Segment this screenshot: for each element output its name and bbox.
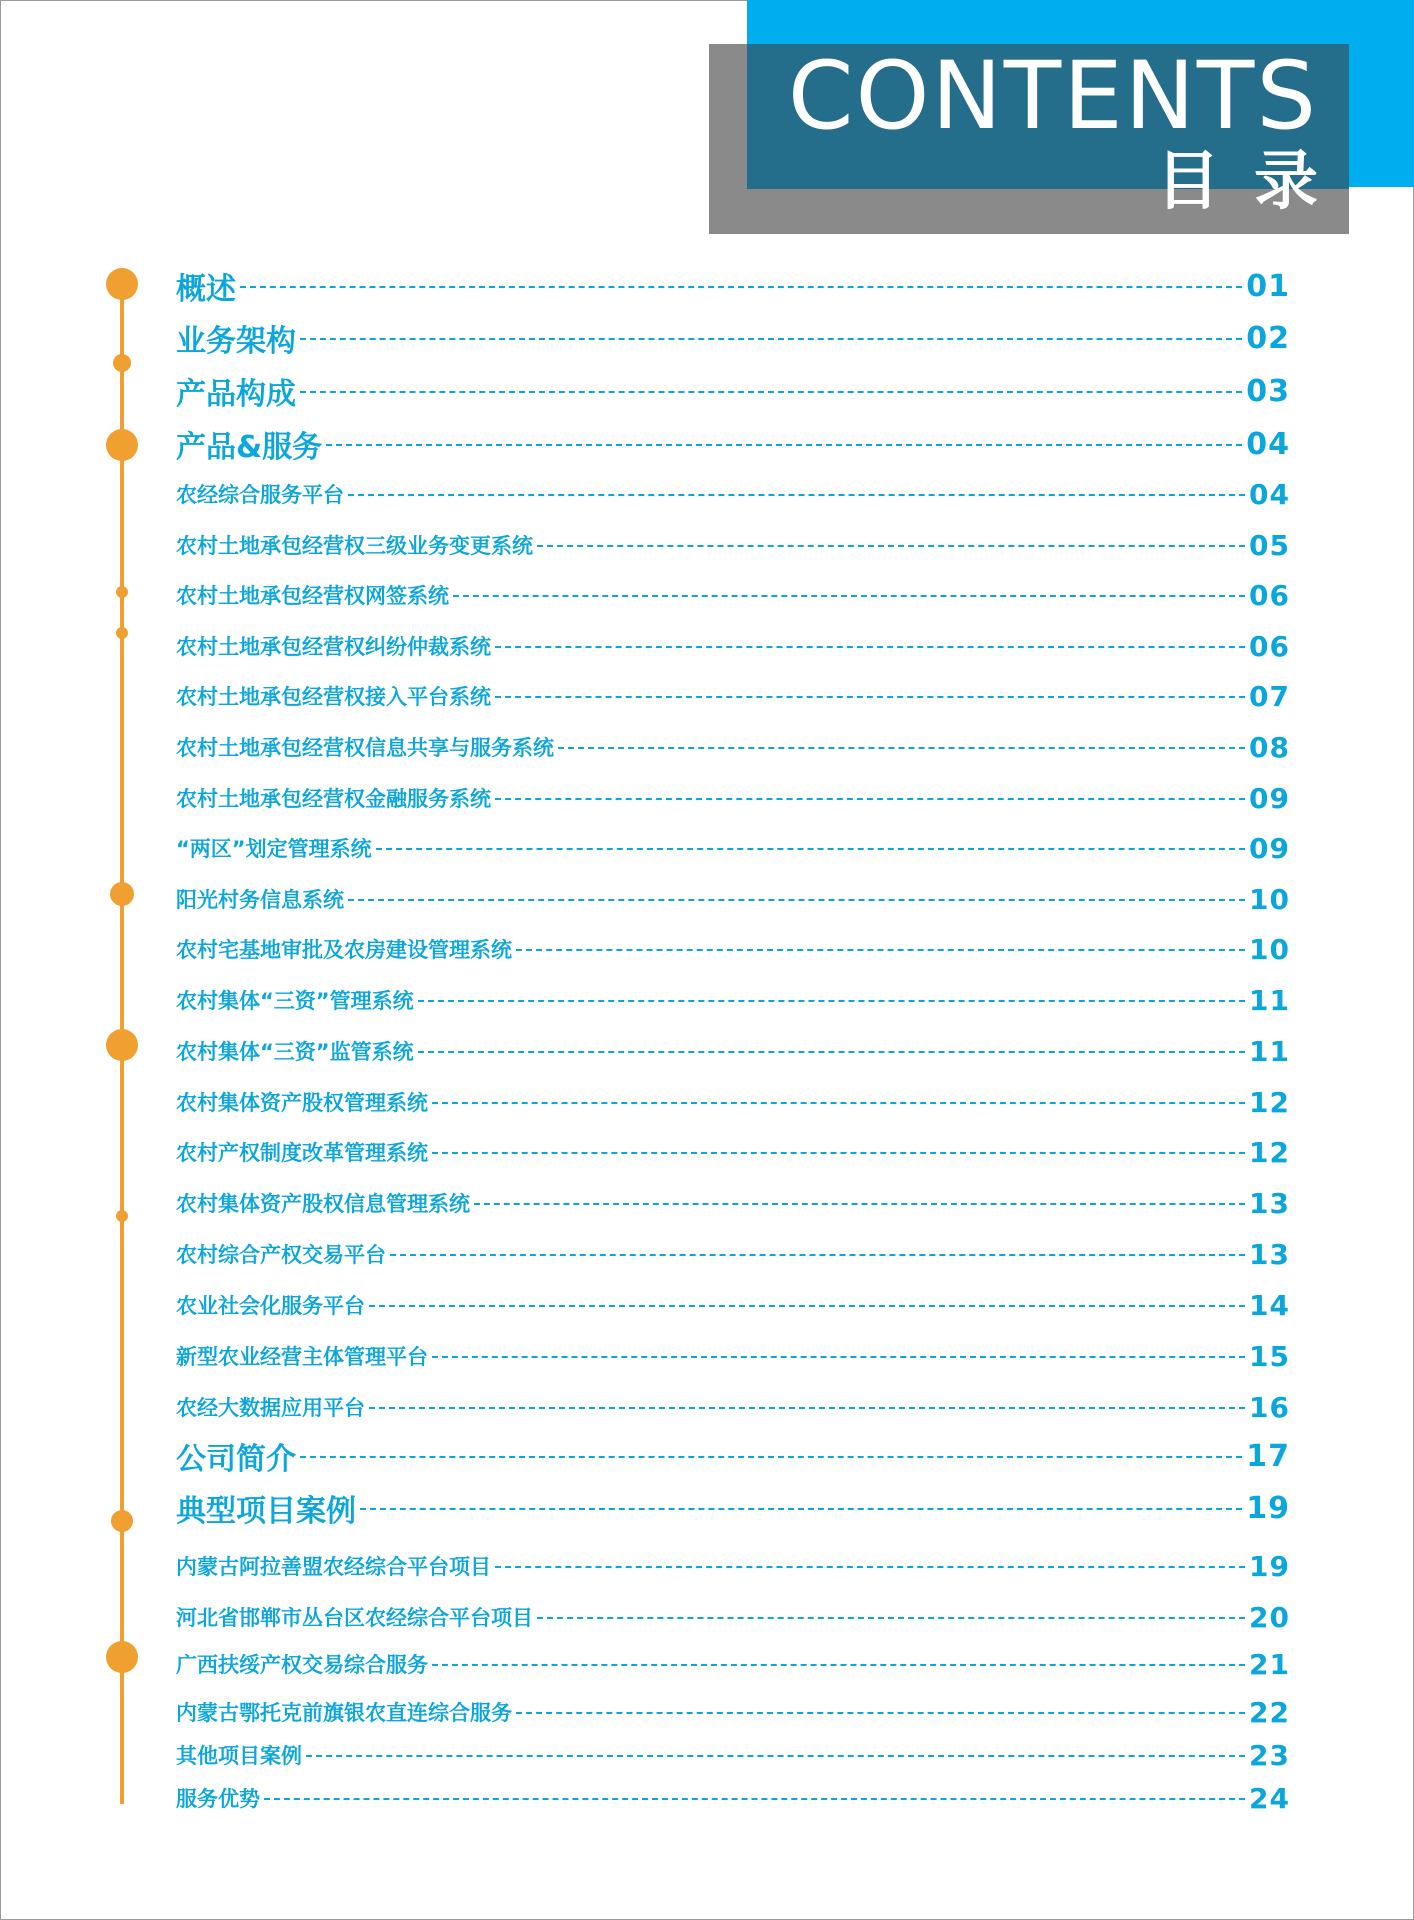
toc-page-number: 04 [1246,426,1290,462]
toc-entry-label: 农村集体资产股权信息管理系统 [176,1192,470,1216]
toc-leader [495,646,1245,648]
toc-leader [300,391,1242,393]
timeline-dot [111,1510,133,1532]
toc-leader [240,286,1242,288]
toc-page-number: 01 [1246,268,1290,304]
toc-leader [432,1152,1245,1154]
timeline-dot [110,882,134,906]
toc-leader [348,494,1245,496]
toc-entry-label: 内蒙古阿拉善盟农经综合平台项目 [176,1555,491,1579]
toc-entry[interactable] [176,1186,1290,1220]
timeline-dot [106,1641,138,1673]
toc-leader [558,747,1245,749]
toc-entry[interactable] [176,578,1290,612]
toc-entry-label: 农村土地承包经营权三级业务变更系统 [176,534,533,558]
toc-page-number: 09 [1249,781,1290,815]
toc-entry[interactable] [176,1135,1290,1169]
toc-entry[interactable] [176,371,1290,411]
toc-entry[interactable] [176,1647,1290,1681]
toc-page-number: 03 [1246,373,1290,409]
toc-leader [348,899,1245,901]
toc-leader [432,1102,1245,1104]
toc-entry-label: 产品&服务 [176,430,323,465]
toc-leader [390,1254,1245,1256]
toc-entry[interactable] [176,1600,1290,1634]
toc-page-number: 23 [1249,1738,1290,1772]
toc-page-number: 19 [1249,1549,1290,1583]
toc-leader [516,949,1245,951]
toc-entry-label: 农村土地承包经营权接入平台系统 [176,685,491,709]
toc-entry[interactable] [176,1781,1290,1815]
toc-entry[interactable] [176,831,1290,865]
toc-entry[interactable] [176,266,1290,306]
toc-leader [376,848,1245,850]
toc-entry-label: 新型农业经营主体管理平台 [176,1345,428,1369]
toc-leader [432,1356,1245,1358]
toc-entry[interactable] [176,730,1290,764]
toc-entry-label: 概述 [176,272,236,307]
toc-entry[interactable] [176,424,1290,464]
toc-entry-label: 其他项目案例 [176,1744,302,1768]
toc-page-number: 05 [1249,528,1290,562]
toc-entry[interactable] [176,1695,1290,1729]
toc-entry[interactable] [176,1237,1290,1271]
toc-page-number: 20 [1249,1600,1290,1634]
toc-entry[interactable] [176,983,1290,1017]
toc-page-number: 12 [1249,1135,1290,1169]
toc-entry-label: 农村集体“三资”管理系统 [176,989,414,1013]
toc-leader [264,1798,1245,1800]
toc-entry[interactable] [176,1288,1290,1322]
toc-entry[interactable] [176,477,1290,511]
toc-entry-label: 产品构成 [176,377,296,412]
toc-entry[interactable] [176,629,1290,663]
toc-entry-label: 公司简介 [176,1442,296,1477]
toc-page-number: 14 [1249,1288,1290,1322]
toc-entry[interactable] [176,1488,1290,1528]
toc-page-number: 11 [1249,1034,1290,1068]
toc-leader [418,1000,1245,1002]
toc-entry-label: 农村土地承包经营权纠纷仲裁系统 [176,635,491,659]
toc-leader [432,1664,1245,1666]
toc-entry-label: 内蒙古鄂托克前旗银农直连综合服务 [176,1701,512,1725]
toc-page-number: 09 [1249,831,1290,865]
toc-page-number: 11 [1249,983,1290,1017]
toc-page-number: 16 [1249,1390,1290,1424]
toc-entry-label: 业务架构 [176,324,296,359]
toc-page-number: 10 [1249,932,1290,966]
toc-leader [326,444,1242,446]
toc-leader [537,545,1245,547]
toc-page-number: 12 [1249,1085,1290,1119]
toc-entry[interactable] [176,882,1290,916]
toc-page-number: 13 [1249,1237,1290,1271]
timeline-dot [106,1029,138,1061]
toc-leader [300,1456,1242,1458]
toc-entry-label: 阳光村务信息系统 [176,888,344,912]
toc-entry-label: 服务优势 [176,1787,260,1811]
toc-entry-label: 农村土地承包经营权网签系统 [176,584,449,608]
toc-entry[interactable] [176,1738,1290,1772]
toc-entry-label: 农村集体“三资”监管系统 [176,1040,414,1064]
toc-leader [495,1566,1245,1568]
toc-entry[interactable] [176,781,1290,815]
toc-leader [306,1755,1245,1757]
toc-leader [495,798,1245,800]
toc-entry-label: “两区”划定管理系统 [176,837,372,861]
timeline-dot [113,354,131,372]
toc-entry-label: 农经大数据应用平台 [176,1396,365,1420]
toc-entry[interactable] [176,1339,1290,1373]
toc-entry[interactable] [176,932,1290,966]
toc-entry-label: 农村产权制度改革管理系统 [176,1141,428,1165]
toc-page-number: 24 [1249,1781,1290,1815]
toc-leader [537,1617,1245,1619]
toc-entry-label: 农村土地承包经营权信息共享与服务系统 [176,736,554,760]
toc-entry[interactable] [176,1034,1290,1068]
toc-entry[interactable] [176,318,1290,358]
toc-page-number: 04 [1249,477,1290,511]
toc-entry[interactable] [176,1549,1290,1583]
toc-leader [369,1305,1245,1307]
toc-page-number: 10 [1249,882,1290,916]
toc-entry-label: 典型项目案例 [176,1494,356,1529]
toc-page-number: 17 [1246,1438,1290,1474]
toc-entry-label: 农村宅基地审批及农房建设管理系统 [176,938,512,962]
toc-page-number: 13 [1249,1186,1290,1220]
timeline-dot [116,586,128,598]
toc-leader [300,338,1242,340]
toc-entry-label: 河北省邯郸市丛台区农经综合平台项目 [176,1606,533,1630]
toc-page-number: 15 [1249,1339,1290,1373]
toc-leader [495,696,1245,698]
toc-entry[interactable] [176,1085,1290,1119]
toc-leader [360,1508,1242,1510]
toc-entry[interactable] [176,528,1290,562]
timeline-dot [116,627,128,639]
toc-page-number: 08 [1249,730,1290,764]
toc-page-number: 02 [1246,320,1290,356]
toc-page-number: 21 [1249,1647,1290,1681]
timeline-dot [116,1210,128,1222]
toc-leader [418,1051,1245,1053]
toc-entry-label: 农经综合服务平台 [176,483,344,507]
toc-entry-label: 农村综合产权交易平台 [176,1243,386,1267]
toc-page-number: 22 [1249,1695,1290,1729]
toc-entry-label: 农村集体资产股权管理系统 [176,1091,428,1115]
toc-page-number: 19 [1246,1490,1290,1526]
toc-entry-label: 农村土地承包经营权金融服务系统 [176,787,491,811]
toc-page-number: 06 [1249,578,1290,612]
contents-subtitle: 目录 [1156,145,1352,219]
toc-entry-label: 广西扶绥产权交易综合服务 [176,1653,428,1677]
toc-entry[interactable] [176,1436,1290,1476]
timeline-dot [106,268,138,300]
toc-leader [516,1712,1245,1714]
timeline-dot [106,429,138,461]
contents-title: CONTENTS [787,42,1318,151]
toc-entry[interactable] [176,1390,1290,1424]
toc-entry-label: 农业社会化服务平台 [176,1294,365,1318]
toc-entry[interactable] [176,679,1290,713]
toc-leader [474,1203,1245,1205]
toc-page-number: 06 [1249,629,1290,663]
toc-leader [369,1407,1245,1409]
toc-leader [453,595,1245,597]
toc-page-number: 07 [1249,679,1290,713]
